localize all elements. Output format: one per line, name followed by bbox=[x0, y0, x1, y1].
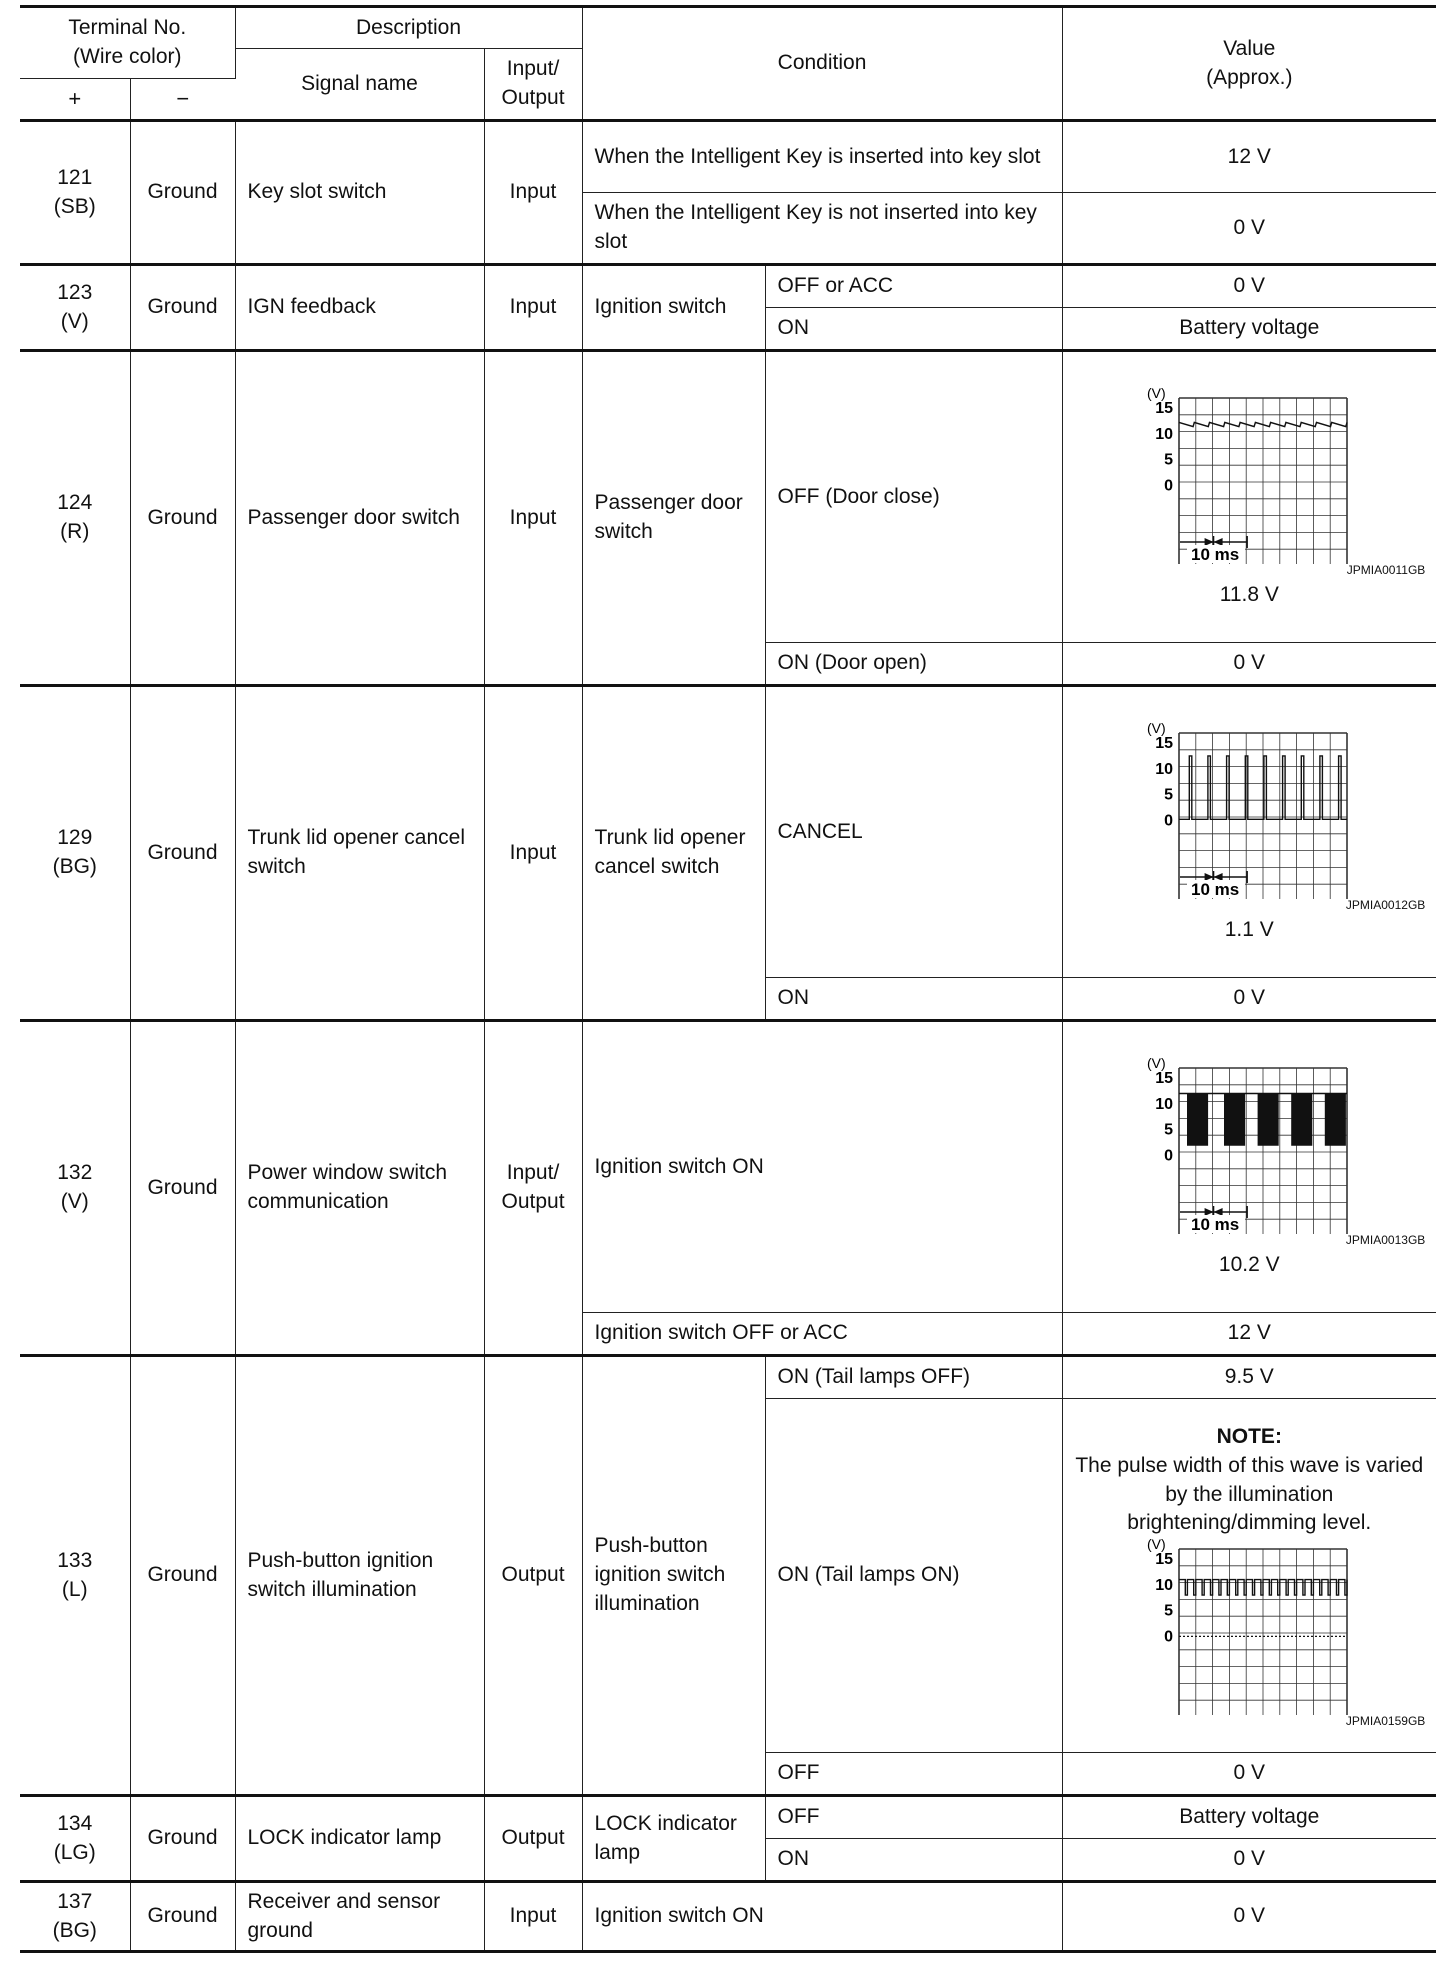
sub-condition: ON bbox=[765, 978, 1062, 1021]
table-row bbox=[20, 686, 1436, 978]
figure-code: JPMIA0012GB bbox=[1345, 898, 1426, 913]
ground-label: Ground bbox=[130, 1356, 235, 1796]
terminal-137: 137 (BG) bbox=[20, 1882, 130, 1952]
scope-time-label: 10 ms bbox=[1191, 880, 1240, 900]
table-row bbox=[20, 265, 1436, 308]
condition-text: Ignition switch bbox=[582, 265, 765, 351]
value-text: 12 V bbox=[1062, 1313, 1436, 1356]
header-description: Description bbox=[235, 7, 582, 49]
terminal-121: 121 (SB) bbox=[20, 121, 130, 265]
table-row bbox=[20, 1882, 1436, 1952]
table-row bbox=[20, 1796, 1436, 1839]
scope-unit-label: (V) bbox=[1147, 1056, 1166, 1072]
scope-grid bbox=[1179, 398, 1347, 564]
signal-name: LOCK indicator lamp bbox=[235, 1796, 484, 1882]
io-label: Input bbox=[484, 265, 582, 351]
condition-text: When the Intelligent Key is inserted into key slot bbox=[582, 121, 1062, 193]
scope-time-label: 10 ms bbox=[1191, 545, 1240, 565]
sub-condition: ON (Tail lamps ON) bbox=[765, 1399, 1062, 1753]
scope-y-tick: 0 bbox=[1164, 477, 1174, 495]
header-input-output: Input/ Output bbox=[484, 49, 582, 121]
condition-text: Ignition switch ON bbox=[582, 1882, 1062, 1952]
value-text: 0 V bbox=[1062, 1753, 1436, 1796]
condition-text: Push-button ignition switch illumination bbox=[582, 1356, 765, 1796]
terminal-124: 124 (R) bbox=[20, 351, 130, 686]
sub-condition: OFF bbox=[765, 1796, 1062, 1839]
figure-code: JPMIA0011GB bbox=[1346, 563, 1426, 578]
signal-name: Trunk lid opener cancel switch bbox=[235, 686, 484, 1021]
scope-y-tick: 15 bbox=[1155, 1070, 1174, 1088]
io-label: Input bbox=[484, 1882, 582, 1952]
note-title: NOTE: bbox=[1216, 1425, 1282, 1449]
value-text: 1.1 V bbox=[1224, 917, 1274, 941]
header-condition: Condition bbox=[582, 7, 1062, 121]
scope-unit-label: (V) bbox=[1147, 721, 1166, 737]
io-label: Output bbox=[484, 1796, 582, 1882]
ground-label: Ground bbox=[130, 1021, 235, 1356]
note-text: The pulse width of this wave is varied by the illumination brightening/dimming level. bbox=[1075, 1454, 1424, 1534]
header-plus: + bbox=[20, 79, 130, 121]
sub-condition: OFF bbox=[765, 1753, 1062, 1796]
oscilloscope-waveform bbox=[1119, 721, 1379, 899]
scope-y-tick: 0 bbox=[1164, 1628, 1174, 1646]
signal-name: IGN feedback bbox=[235, 265, 484, 351]
value-text: Battery voltage bbox=[1062, 308, 1436, 351]
header-signal-name: Signal name bbox=[235, 49, 484, 121]
signal-name: Key slot switch bbox=[235, 121, 484, 265]
signal-name: Push-button ignition switch illumination bbox=[235, 1356, 484, 1796]
sub-condition: OFF (Door close) bbox=[765, 351, 1062, 643]
scope-y-tick: 5 bbox=[1164, 1121, 1174, 1139]
sub-condition: ON (Tail lamps OFF) bbox=[765, 1356, 1062, 1399]
scope-grid bbox=[1179, 1549, 1347, 1715]
value-text: 10.2 V bbox=[1218, 1252, 1280, 1276]
figure-code: JPMIA0013GB bbox=[1345, 1233, 1426, 1248]
condition-text: Ignition switch ON bbox=[582, 1021, 1062, 1313]
sub-condition: OFF or ACC bbox=[765, 265, 1062, 308]
terminal-123: 123 (V) bbox=[20, 265, 130, 351]
waveform-cell bbox=[1062, 1399, 1436, 1753]
io-label: Input bbox=[484, 351, 582, 686]
sub-condition: ON bbox=[765, 1839, 1062, 1882]
terminal-134: 134 (LG) bbox=[20, 1796, 130, 1882]
scope-y-tick: 10 bbox=[1155, 1577, 1174, 1595]
scope-y-tick: 15 bbox=[1155, 1551, 1174, 1569]
value-text: 0 V bbox=[1062, 1882, 1436, 1952]
oscilloscope-waveform bbox=[1119, 386, 1379, 564]
scope-y-tick: 5 bbox=[1164, 451, 1174, 469]
signal-name: Passenger door switch bbox=[235, 351, 484, 686]
figure-code: JPMIA0159GB bbox=[1345, 1714, 1426, 1729]
value-text: 0 V bbox=[1062, 1839, 1436, 1882]
condition-text: Passenger door switch bbox=[582, 351, 765, 686]
value-text: 0 V bbox=[1062, 978, 1436, 1021]
terminal-129: 129 (BG) bbox=[20, 686, 130, 1021]
table-row bbox=[20, 351, 1436, 643]
ground-label: Ground bbox=[130, 686, 235, 1021]
scope-y-tick: 15 bbox=[1155, 400, 1174, 418]
oscilloscope-waveform bbox=[1119, 1537, 1379, 1715]
table-row bbox=[20, 1356, 1436, 1399]
value-text: 9.5 V bbox=[1062, 1356, 1436, 1399]
ground-label: Ground bbox=[130, 265, 235, 351]
scope-y-tick: 10 bbox=[1155, 1096, 1174, 1114]
value-text: 12 V bbox=[1062, 121, 1436, 193]
table-row bbox=[20, 121, 1436, 193]
condition-text: Ignition switch OFF or ACC bbox=[582, 1313, 1062, 1356]
scope-unit-label: (V) bbox=[1147, 1537, 1166, 1553]
waveform-cell bbox=[1062, 686, 1436, 978]
header-terminal-no: Terminal No. (Wire color) bbox=[20, 7, 235, 79]
signal-name: Receiver and sensor ground bbox=[235, 1882, 484, 1952]
table-row bbox=[20, 1021, 1436, 1313]
signal-name: Power window switch communication bbox=[235, 1021, 484, 1356]
value-text: 0 V bbox=[1062, 643, 1436, 686]
header-minus: − bbox=[130, 79, 235, 121]
waveform-cell bbox=[1062, 351, 1436, 643]
terminal-132: 132 (V) bbox=[20, 1021, 130, 1356]
scope-y-tick: 10 bbox=[1155, 761, 1174, 779]
io-label: Output bbox=[484, 1356, 582, 1796]
value-text: 11.8 V bbox=[1219, 582, 1279, 606]
waveform-cell bbox=[1062, 1021, 1436, 1313]
scope-y-tick: 5 bbox=[1164, 786, 1174, 804]
sub-condition: ON (Door open) bbox=[765, 643, 1062, 686]
scope-trace bbox=[1179, 1580, 1347, 1596]
value-text: Battery voltage bbox=[1062, 1796, 1436, 1839]
terminal-spec-page bbox=[20, 5, 1436, 1953]
scope-y-tick: 10 bbox=[1155, 426, 1174, 444]
header-value: Value (Approx.) bbox=[1062, 7, 1436, 121]
scope-time-label: 10 ms bbox=[1191, 1215, 1240, 1235]
scope-y-tick: 0 bbox=[1164, 812, 1174, 830]
terminal-spec-table bbox=[20, 5, 1436, 1953]
scope-unit-label: (V) bbox=[1147, 386, 1166, 402]
value-text: 0 V bbox=[1062, 265, 1436, 308]
condition-text: LOCK indicator lamp bbox=[582, 1796, 765, 1882]
condition-text: Trunk lid opener cancel switch bbox=[582, 686, 765, 1021]
terminal-133: 133 (L) bbox=[20, 1356, 130, 1796]
sub-condition: CANCEL bbox=[765, 686, 1062, 978]
io-label: Input bbox=[484, 121, 582, 265]
scope-y-tick: 0 bbox=[1164, 1147, 1174, 1165]
io-label: Input/ Output bbox=[484, 1021, 582, 1356]
ground-label: Ground bbox=[130, 351, 235, 686]
scope-y-tick: 15 bbox=[1155, 735, 1174, 753]
oscilloscope-waveform bbox=[1119, 1056, 1379, 1234]
sub-condition: ON bbox=[765, 308, 1062, 351]
value-text: 0 V bbox=[1062, 193, 1436, 265]
ground-label: Ground bbox=[130, 121, 235, 265]
ground-label: Ground bbox=[130, 1796, 235, 1882]
condition-text: When the Intelligent Key is not inserted into key slot bbox=[582, 193, 1062, 265]
io-label: Input bbox=[484, 686, 582, 1021]
ground-label: Ground bbox=[130, 1882, 235, 1952]
scope-y-tick: 5 bbox=[1164, 1602, 1174, 1620]
